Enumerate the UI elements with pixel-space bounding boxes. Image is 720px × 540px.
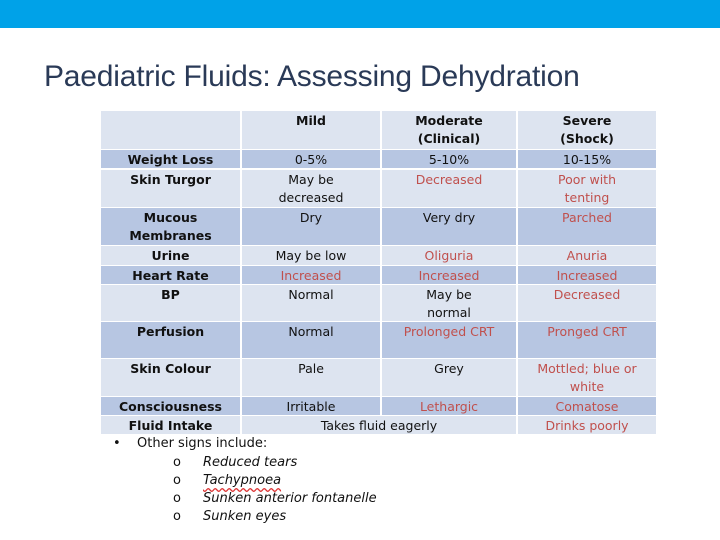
header-severe: Severe (Shock) [518, 111, 656, 149]
skin-colour-severe: Mottled; blue or white [518, 359, 656, 396]
bp-severe: Decreased [518, 285, 656, 321]
skin-colour-moderate: Grey [382, 359, 516, 396]
bullet-lead [113, 436, 267, 451]
sub-item-text: Sunken eyes [203, 509, 287, 524]
top-accent-bar [0, 0, 720, 28]
skin-turgor-moderate: Decreased [382, 170, 516, 207]
perfusion-severe: Pronged CRT [518, 322, 656, 358]
dehydration-table [101, 111, 656, 434]
urine-moderate: Oliguria [382, 246, 516, 265]
weight-loss-moderate: 5-10% [382, 150, 516, 168]
sub-item [173, 509, 286, 524]
row-label-heart-rate: Heart Rate [101, 266, 240, 284]
fluid-intake-mild-moderate: Takes fluid eagerly [242, 416, 516, 434]
urine-severe: Anuria [518, 246, 656, 265]
sub-marker: o [173, 455, 181, 470]
row-label-weight-loss: Weight Loss [101, 150, 240, 168]
sub-marker: o [173, 509, 181, 524]
header-mild: Mild [242, 111, 380, 149]
row-label-mucous-membranes: Mucous Membranes [101, 208, 240, 245]
sub-item [173, 491, 377, 506]
sub-marker: o [173, 491, 181, 506]
row-label-skin-colour: Skin Colour [101, 359, 240, 396]
consciousness-severe: Comatose [518, 397, 656, 415]
row-label-perfusion: Perfusion [101, 322, 240, 358]
row-label-urine: Urine [101, 246, 240, 265]
slide-title: Paediatric Fluids: Assessing Dehydration [44, 60, 580, 93]
row-label-bp: BP [101, 285, 240, 321]
heart-rate-mild: Increased [242, 266, 380, 284]
skin-colour-mild: Pale [242, 359, 380, 396]
mucous-membranes-moderate: Very dry [382, 208, 516, 245]
fluid-intake-severe: Drinks poorly [518, 416, 656, 434]
skin-turgor-mild: May be decreased [242, 170, 380, 207]
mucous-membranes-severe: Parched [518, 208, 656, 245]
sub-item [173, 455, 297, 470]
sub-item-text: Tachypnoea [203, 473, 282, 488]
bp-moderate: May be normal [382, 285, 516, 321]
heart-rate-severe: Increased [518, 266, 656, 284]
perfusion-moderate: Prolonged CRT [382, 322, 516, 358]
bullet-marker: • [113, 436, 121, 451]
heart-rate-moderate: Increased [382, 266, 516, 284]
mucous-membranes-mild: Dry [242, 208, 380, 245]
sub-marker: o [173, 473, 181, 488]
row-label-consciousness: Consciousness [101, 397, 240, 415]
weight-loss-mild: 0-5% [242, 150, 380, 168]
bp-mild: Normal [242, 285, 380, 321]
urine-mild: May be low [242, 246, 380, 265]
sub-item [173, 473, 281, 488]
header-moderate: Moderate (Clinical) [382, 111, 516, 149]
sub-item-text: Reduced tears [203, 455, 298, 470]
perfusion-mild: Normal [242, 322, 380, 358]
bullet-lead-text: Other signs include: [137, 436, 268, 451]
consciousness-moderate: Lethargic [382, 397, 516, 415]
header-corner [101, 111, 240, 149]
skin-turgor-severe: Poor with tenting [518, 170, 656, 207]
weight-loss-severe: 10-15% [518, 150, 656, 168]
row-label-skin-turgor: Skin Turgor [101, 170, 240, 207]
row-label-fluid-intake: Fluid Intake [101, 416, 240, 434]
sub-item-text: Sunken anterior fontanelle [203, 491, 377, 506]
consciousness-mild: Irritable [242, 397, 380, 415]
